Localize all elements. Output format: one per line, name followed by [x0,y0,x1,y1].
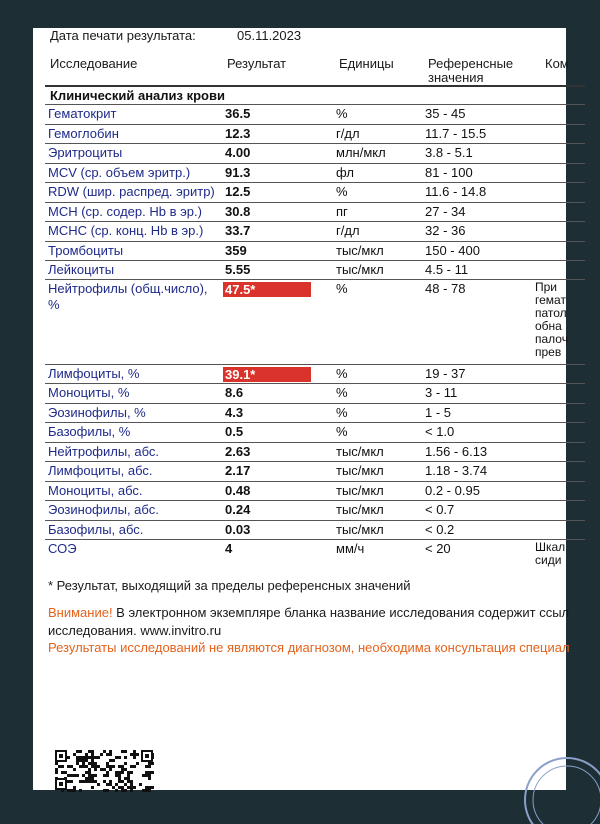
comment-line: При [535,280,558,294]
test-name: Базофилы, абс. [48,522,144,537]
result-value: 91.3 [225,165,251,180]
result-value: 0.5 [225,424,244,439]
header-comment: Ком [545,56,569,71]
comment-line: палоч [535,332,568,346]
test-name: Эритроциты [48,145,123,160]
reference-range: < 1.0 [425,424,455,439]
reference-range: 27 - 34 [425,204,466,219]
stamp-seal [519,750,579,800]
reference-range: 11.7 - 15.5 [425,126,487,141]
notice-label: Внимание! [48,605,113,620]
result-value: 0.48 [225,483,251,498]
test-name: Нейтрофилы, абс. [48,444,160,459]
test-name: Базофилы, % [48,424,131,439]
test-name: Тромбоциты [48,243,124,258]
comment-line: прев [535,345,562,359]
result-document [33,28,570,790]
table-row [45,461,585,482]
result-units: тыс/мкл [336,522,384,537]
comment-line: обна [535,319,562,333]
table-row [45,383,585,404]
comment-line: гемат [535,293,566,307]
test-name: Лимфоциты, % [48,366,140,381]
footnote: * Результат, выходящий за пределы референсных значений [48,578,411,593]
table-row [45,539,585,567]
result-units: тыс/мкл [336,483,384,498]
table-row [45,481,585,501]
result-units: тыс/мкл [336,463,384,478]
result-value: 0.03 [225,522,251,537]
result-units: млн/мкл [336,145,386,160]
result-value: 12.3 [225,126,251,141]
header-ref-line2: значения [428,70,484,85]
test-name-line2: % [48,297,60,312]
reference-range: < 20 [425,541,451,556]
result-value: 8.6 [225,385,244,400]
result-units: мм/ч [336,541,365,556]
result-value: 5.55 [225,262,251,277]
result-value: 0.24 [225,502,251,517]
table-row [45,500,585,521]
result-units: тыс/мкл [336,502,384,517]
reference-range: 3.8 - 5.1 [425,145,473,160]
notice-line1 [48,605,569,620]
test-name: MCHC (ср. конц. Hb в эр.) [48,223,204,238]
result-units: тыс/мкл [336,262,384,277]
test-name: Лимфоциты, абс. [48,463,153,478]
reference-range: 0.2 - 0.95 [425,483,480,498]
table-row [45,124,585,144]
header-units: Единицы [339,56,394,71]
result-units: % [336,385,348,400]
table-row [45,403,585,423]
table-row [45,422,585,443]
reference-range: 1.56 - 6.13 [425,444,488,459]
print-date-value: 05.11.2023 [237,28,302,43]
result-value: 2.17 [225,463,251,478]
table-row [45,442,585,462]
invitro-link[interactable]: www.invitro.ru [140,623,222,638]
comment-line: патол [535,306,567,320]
reference-range: 35 - 45 [425,106,466,121]
test-name: Гемоглобин [48,126,119,141]
result-value: 359 [225,243,247,258]
reference-range: 1 - 5 [425,405,452,420]
result-value-flagged: 39.1* [223,367,311,382]
reference-range: 48 - 78 [425,281,466,296]
reference-range: 11.6 - 14.8 [425,184,487,199]
notice-line2 [48,623,221,638]
table-row [45,143,585,164]
result-units: % [336,405,348,420]
header-test: Исследование [50,56,138,71]
header-ref-line1: Референсные [428,56,514,71]
reference-range: 32 - 36 [425,223,466,238]
reference-range: < 0.7 [425,502,455,517]
table-row [45,241,585,261]
result-units: % [336,281,348,296]
result-value: 4 [225,541,233,556]
reference-range: 150 - 400 [425,243,480,258]
result-units: тыс/мкл [336,444,384,459]
table-row [45,279,585,365]
disclaimer: Результаты исследований не являются диагнозом, необходима консультация специал [48,640,570,655]
table-row [45,202,585,222]
result-value: 33.7 [225,223,251,238]
print-date-label: Дата печати результата: [50,28,196,43]
notice-text: В электронном экземпляре бланка название исследования содержит ссыл [112,605,570,620]
test-name: MCV (ср. объем эритр.) [48,165,191,180]
result-value-flagged: 47.5* [223,282,311,297]
table-row [45,520,585,540]
notice-line2-text: исследования. [48,623,141,638]
qr-code [55,750,153,790]
reference-range: 3 - 11 [425,385,458,400]
table-row [45,182,585,203]
table-row [45,260,585,280]
table-row [45,163,585,183]
result-units: г/дл [336,126,360,141]
section-title: Клинический анализ крови [50,88,225,103]
test-name: Гематокрит [48,106,117,121]
test-name: Моноциты, % [48,385,130,400]
result-units: фл [336,165,354,180]
test-name: СОЭ [48,541,77,556]
test-name: Нейтрофилы (общ.число), [48,281,208,296]
result-units: тыс/мкл [336,243,384,258]
test-name: Лейкоциты [48,262,115,277]
test-name: MCH (ср. содер. Hb в эр.) [48,204,202,219]
result-value: 4.3 [225,405,244,420]
result-units: % [336,366,348,381]
test-name: Моноциты, абс. [48,483,143,498]
result-units: г/дл [336,223,360,238]
test-name: Эозинофилы, абс. [48,502,159,517]
header-result: Результат [227,56,287,71]
test-name: RDW (шир. распред. эритр) [48,184,215,199]
comment-line: сиди [535,553,562,567]
reference-range: 19 - 37 [425,366,466,381]
result-units: пг [336,204,348,219]
result-units: % [336,424,348,439]
reference-range: < 0.2 [425,522,455,537]
result-units: % [336,184,348,199]
reference-range: 4.5 - 11 [425,262,469,277]
result-value: 4.00 [225,145,251,160]
result-value: 2.63 [225,444,251,459]
table-row [45,221,585,242]
result-value: 12.5 [225,184,251,199]
result-units: % [336,106,348,121]
test-name: Эозинофилы, % [48,405,146,420]
comment-line: Шкал [535,540,566,554]
table-row [45,364,585,384]
result-value: 36.5 [225,106,251,121]
reference-range: 1.18 - 3.74 [425,463,488,478]
table-row [45,104,585,125]
result-value: 30.8 [225,204,251,219]
reference-range: 81 - 100 [425,165,473,180]
